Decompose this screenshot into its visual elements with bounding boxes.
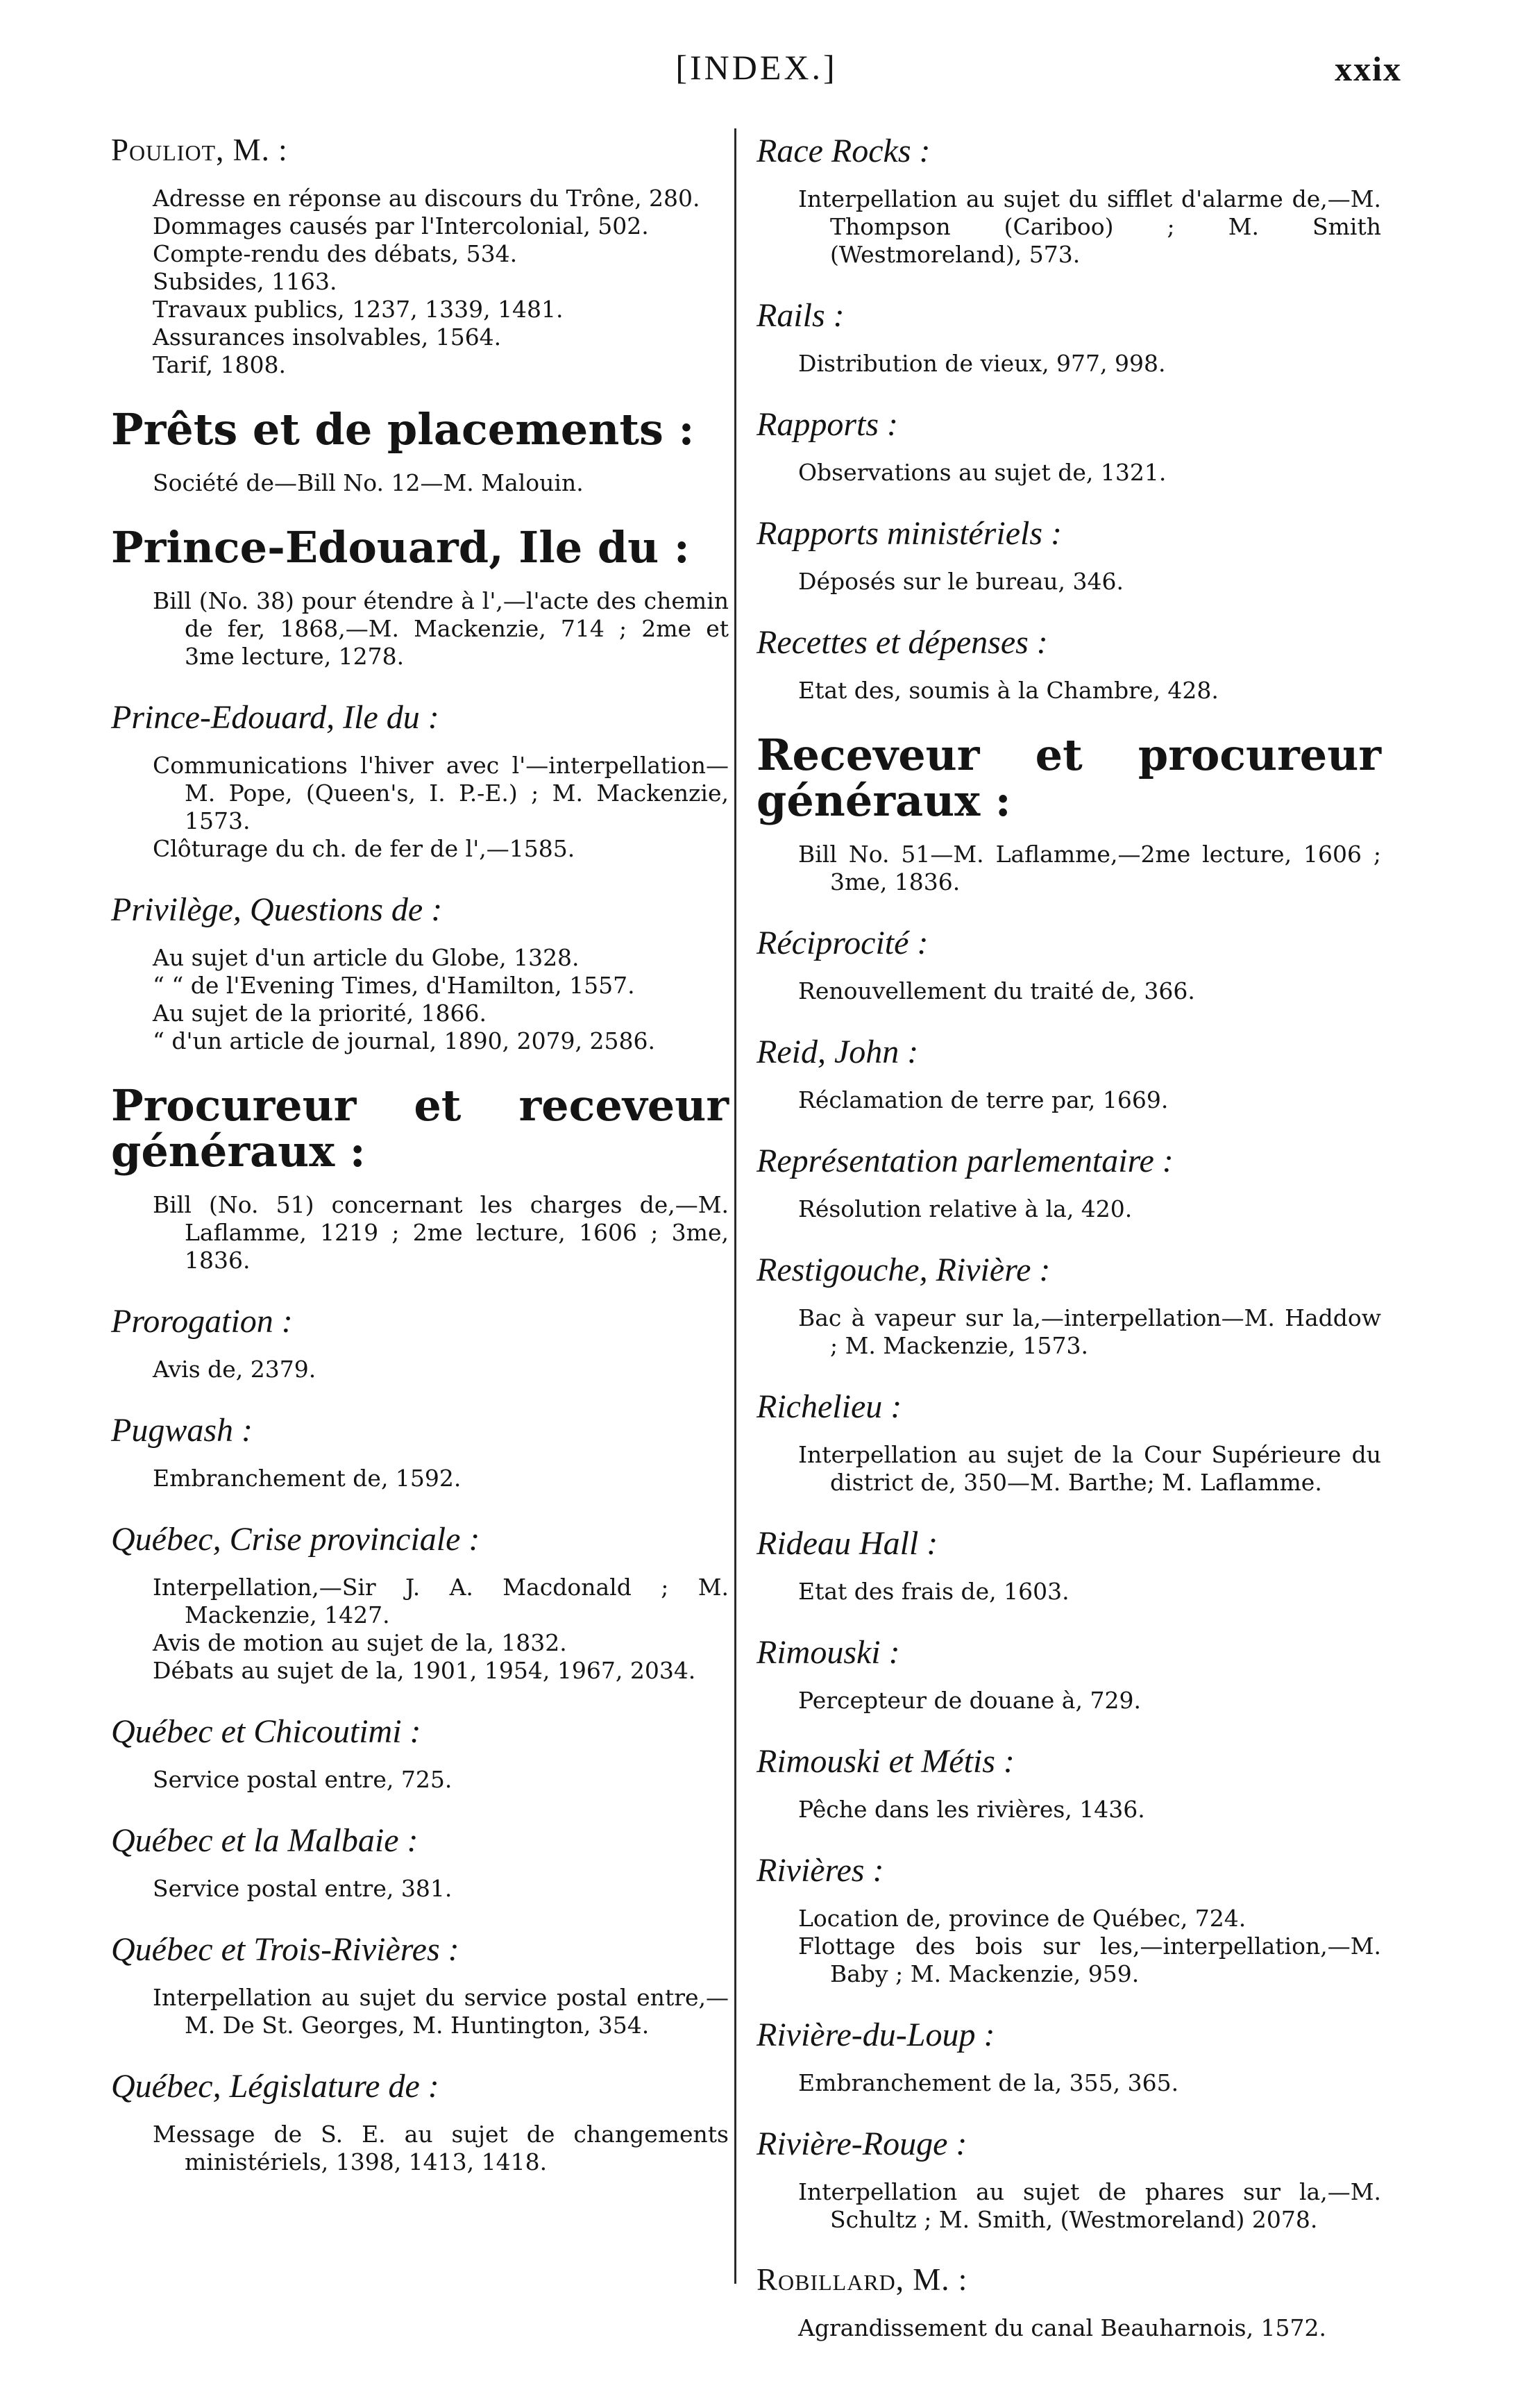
entry-lines [756, 1195, 1381, 1223]
header-title: [INDEX.] [675, 48, 838, 87]
entry-heading: Prêts et de placements : [111, 404, 695, 455]
entry-line: Bac à vapeur sur la,—interpellation—M. Haddow ; M. Mackenzie, 1573. [798, 1304, 1381, 1359]
entry-line: Interpellation au sujet du service postal entre,—M. De St. Georges, M. Huntington, 354. [153, 1984, 729, 2039]
entry-heading: Rivière-du-Loup : [756, 2017, 995, 2053]
entry-lines [756, 1687, 1381, 1715]
index-entry [756, 296, 1381, 378]
index-entry [756, 924, 1381, 1005]
index-entry [756, 1033, 1381, 1114]
entry-lines [756, 350, 1381, 378]
index-entry [111, 698, 729, 863]
entry-heading: Richelieu : [756, 1388, 902, 1425]
entry-heading: Rideau Hall : [756, 1525, 938, 1562]
entry-heading: Reid, John : [756, 1034, 919, 1070]
entry-heading: Robillard, M. : [756, 2262, 968, 2297]
entry-line: Travaux publics, 1237, 1339, 1481. [153, 296, 564, 323]
index-entry [111, 1080, 729, 1274]
entry-lines [111, 1766, 729, 1794]
entry-line: Assurances insolvables, 1564. [153, 323, 502, 351]
entry-lines [111, 1356, 729, 1383]
entry-heading: Québec, Crise provinciale : [111, 1521, 480, 1558]
entry-line: Flottage des bois sur les,—interpellation,—M. Baby ; M. Mackenzie, 959. [798, 1933, 1381, 1987]
entry-lines [111, 469, 729, 497]
entry-lines [756, 1578, 1381, 1606]
entry-lines [111, 587, 729, 671]
entry-line: Message de S. E. au sujet de changements ministériels, 1398, 1413, 1418. [153, 2121, 729, 2175]
entry-heading: Québec, Législature de : [111, 2068, 439, 2105]
entry-heading: Québec et Chicoutimi : [111, 1713, 421, 1750]
entry-line: Observations au sujet de, 1321. [798, 459, 1167, 486]
entry-line: Percepteur de douane à, 729. [798, 1687, 1141, 1714]
entry-line: Interpellation,—Sir J. A. Macdonald ; M. Mackenzie, 1427. [153, 1574, 729, 1628]
entry-line: Embranchement de la, 355, 365. [798, 2069, 1179, 2096]
entry-line: Adresse en réponse au discours du Trône, 280. [153, 185, 700, 212]
entry-line: Interpellation au sujet du sifflet d'alarme de,—M. Thompson (Cariboo) ; M. Smith (Westmoreland), 573. [798, 185, 1381, 268]
entry-line: Interpellation au sujet de phares sur la,—M. Schultz ; M. Smith, (Westmoreland) 2078. [798, 2178, 1381, 2233]
entry-line: Avis de motion au sujet de la, 1832. [153, 1629, 567, 1656]
entry-heading: Rivières : [756, 1852, 884, 1889]
entry-lines [756, 2314, 1381, 2342]
entry-heading: Procureur et receveur généraux : [111, 1080, 729, 1177]
entry-line: Etat des frais de, 1603. [798, 1578, 1070, 1605]
entry-heading: Pugwash : [111, 1412, 253, 1449]
index-entry [756, 2125, 1381, 2234]
index-entry [756, 405, 1381, 487]
entry-line: Subsides, 1163. [153, 268, 337, 295]
entry-heading: Rivière-Rouge : [756, 2125, 967, 2162]
entry-heading: Prince-Edouard, Ile du : [111, 522, 690, 573]
page-number: xxix [1335, 49, 1402, 88]
entry-line: Compte-rendu des débats, 534. [153, 240, 518, 267]
index-entry [111, 2067, 729, 2176]
column-divider [734, 128, 736, 2284]
entry-line: “ “ de l'Evening Times, d'Hamilton, 1557. [153, 972, 635, 999]
entry-heading: Québec et Trois-Rivières : [111, 1931, 459, 1968]
index-entry [111, 1520, 729, 1685]
entry-lines [756, 1796, 1381, 1824]
entry-heading: Québec et la Malbaie : [111, 1822, 419, 1859]
index-entry [111, 404, 729, 497]
entry-line: Dommages causés par l'Intercolonial, 502. [153, 212, 649, 239]
entry-heading: Prorogation : [111, 1303, 293, 1340]
entry-line: Interpellation au sujet de la Cour Supérieure du district de, 350—M. Barthe; M. Laflamme. [798, 1441, 1381, 1496]
index-entry [756, 514, 1381, 596]
entry-lines [111, 1191, 729, 1274]
entry-line: Avis de, 2379. [153, 1356, 316, 1383]
entry-lines [756, 568, 1381, 596]
entry-line: Distribution de vieux, 977, 998. [798, 350, 1166, 377]
entry-line: Communications l'hiver avec l'—interpellation—M. Pope, (Queen's, I. P.-E.) ; M. Mackenzie, 1573. [153, 752, 729, 834]
entry-line: Embranchement de, 1592. [153, 1465, 462, 1492]
entry-line: Renouvellement du traité de, 366. [798, 977, 1195, 1004]
entry-heading: Rapports : [756, 406, 898, 443]
index-entry [111, 132, 729, 379]
entry-line: Clôturage du ch. de fer de l',—1585. [153, 835, 575, 862]
entry-line: Location de, province de Québec, 724. [798, 1905, 1246, 1932]
entry-line: Agrandissement du canal Beauharnois, 1572. [798, 2314, 1327, 2341]
index-entry [756, 132, 1381, 269]
entry-lines [756, 2178, 1381, 2234]
entry-line: Pêche dans les rivières, 1436. [798, 1796, 1145, 1823]
index-entry [756, 623, 1381, 705]
entry-lines [756, 2069, 1381, 2097]
entry-lines [111, 2121, 729, 2176]
entry-line: Déposés sur le bureau, 346. [798, 568, 1124, 595]
index-entry [111, 1712, 729, 1794]
index-entry [111, 891, 729, 1055]
entry-line: Service postal entre, 381. [153, 1875, 453, 1902]
index-entry [111, 1411, 729, 1492]
entry-heading: Rimouski : [756, 1634, 900, 1671]
entry-lines [756, 677, 1381, 705]
index-entry [111, 1821, 729, 1903]
entry-lines [756, 1304, 1381, 1360]
entry-lines [111, 1875, 729, 1903]
index-entry [756, 1251, 1381, 1360]
entry-heading: Recettes et dépenses : [756, 624, 1048, 661]
entry-heading: Race Rocks : [756, 133, 931, 169]
entry-line: Service postal entre, 725. [153, 1766, 453, 1793]
entry-line: Bill No. 51—M. Laflamme,—2me lecture, 1606 ; 3me, 1836. [798, 841, 1381, 895]
entry-lines [756, 1905, 1381, 1988]
entry-lines [756, 841, 1381, 896]
entry-lines [756, 977, 1381, 1005]
page-header [0, 47, 1513, 110]
entry-heading: Réciprocité : [756, 925, 929, 961]
entry-heading: Rails : [756, 297, 845, 334]
entry-line: Etat des, soumis à la Chambre, 428. [798, 677, 1219, 704]
entry-lines [756, 1086, 1381, 1114]
entry-line: Débats au sujet de la, 1901, 1954, 1967, 2034. [153, 1657, 696, 1684]
entry-line: Au sujet d'un article du Globe, 1328. [153, 944, 580, 971]
index-entry [756, 2016, 1381, 2097]
entry-lines [756, 459, 1381, 487]
entry-line: Bill (No. 38) pour étendre à l',—l'acte des chemin de fer, 1868,—M. Mackenzie, 714 ; 2me et 3me lecture, 1278. [153, 587, 729, 670]
left-column [111, 132, 729, 2204]
entry-line: Réclamation de terre par, 1669. [798, 1086, 1169, 1113]
index-entry [756, 1388, 1381, 1497]
index-entry [756, 1633, 1381, 1715]
entry-heading: Privilège, Questions de : [111, 891, 443, 928]
entry-heading: Pouliot, M. : [111, 133, 288, 167]
index-entry [111, 1302, 729, 1383]
index-entry [756, 1142, 1381, 1223]
index-entry [756, 1742, 1381, 1824]
entry-line: “ d'un article de journal, 1890, 2079, 2586. [153, 1027, 656, 1054]
index-entry [756, 1524, 1381, 1606]
entry-line: Société de—Bill No. 12—M. Malouin. [153, 469, 584, 496]
entry-lines [111, 1984, 729, 2039]
index-entry [756, 732, 1381, 896]
entry-heading: Rimouski et Métis : [756, 1743, 1015, 1780]
entry-line: Résolution relative à la, 420. [798, 1195, 1133, 1222]
entry-lines [111, 185, 729, 379]
entry-heading: Prince-Edouard, Ile du : [111, 699, 439, 736]
index-entry [756, 2262, 1381, 2342]
entry-lines [111, 752, 729, 863]
entry-lines [111, 1574, 729, 1685]
entry-heading: Représentation parlementaire : [756, 1143, 1174, 1179]
entry-line: Tarif, 1808. [153, 351, 286, 378]
entry-line: Bill (No. 51) concernant les charges de,—M. Laflamme, 1219 ; 2me lecture, 1606 ; 3me, 1836. [153, 1191, 729, 1274]
index-entry [111, 1930, 729, 2039]
index-entry [111, 522, 729, 671]
right-column [756, 132, 1381, 2370]
entry-lines [111, 1465, 729, 1492]
entry-heading: Rapports ministériels : [756, 515, 1062, 552]
entry-line: Au sujet de la priorité, 1866. [153, 1000, 487, 1027]
entry-lines [756, 185, 1381, 269]
entry-heading: Restigouche, Rivière : [756, 1252, 1051, 1288]
index-entry [756, 1851, 1381, 1988]
entry-lines [756, 1441, 1381, 1497]
entry-heading: Receveur et procureur généraux : [756, 730, 1381, 826]
entry-lines [111, 944, 729, 1055]
